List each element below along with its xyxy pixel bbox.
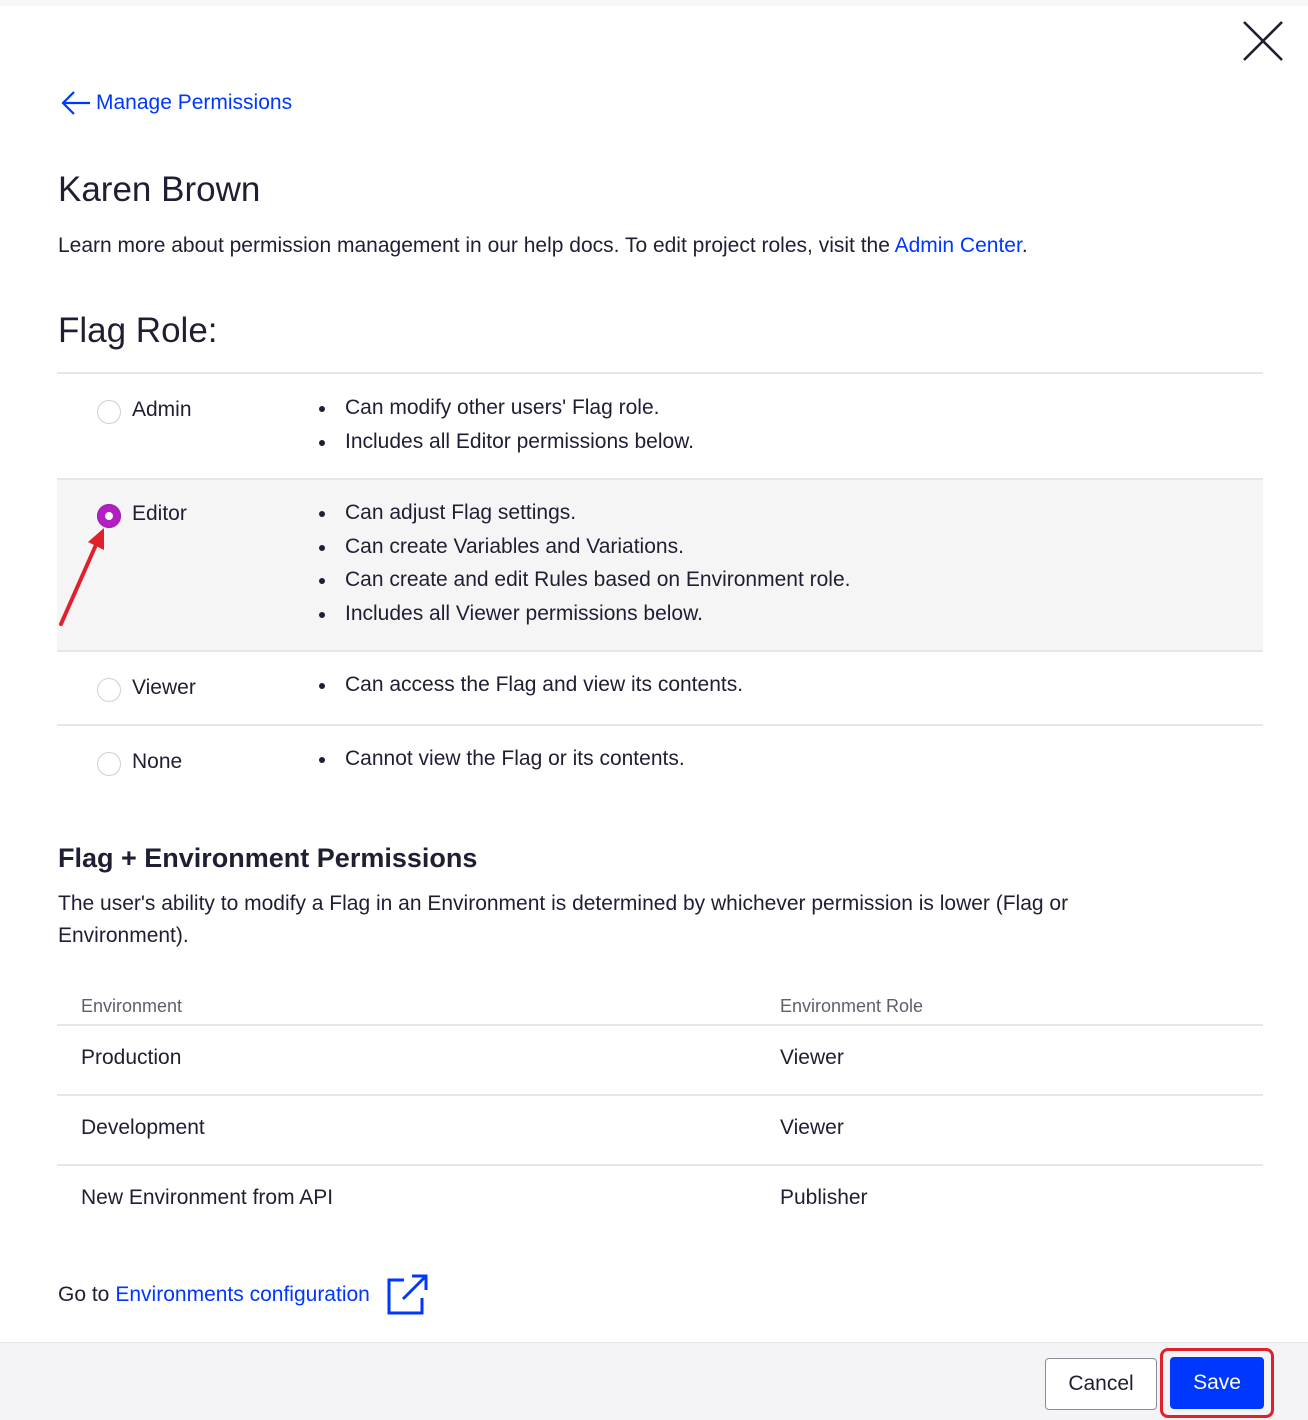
radio-none[interactable] <box>97 752 121 776</box>
role-row-viewer[interactable] <box>57 652 1263 726</box>
role-row-admin[interactable] <box>57 374 1263 480</box>
cancel-button[interactable]: Cancel <box>1045 1358 1157 1410</box>
bullet-item: Includes all Viewer permissions below. <box>317 597 850 631</box>
goto-prefix: Go to <box>58 1283 110 1306</box>
environment-role: Viewer <box>780 1116 844 1139</box>
role-label-editor[interactable]: Editor <box>132 502 187 525</box>
external-link-button[interactable] <box>384 1272 430 1318</box>
intro-body: Learn more about permission management in our help docs. To edit project roles, visit the <box>58 234 895 257</box>
role-label-none[interactable]: None <box>132 750 183 773</box>
environment-role: Publisher <box>780 1186 868 1209</box>
bullet-item: Can access the Flag and view its contents. <box>317 668 743 702</box>
save-button[interactable]: Save <box>1170 1357 1264 1409</box>
back-link-label: Manage Permissions <box>96 91 293 114</box>
environment-name: Development <box>81 1116 205 1139</box>
role-label-admin[interactable]: Admin <box>132 398 192 421</box>
external-link-icon <box>384 1272 430 1318</box>
environments-config-link[interactable]: Environments configuration <box>115 1283 370 1306</box>
radio-admin[interactable] <box>97 400 121 424</box>
environments-config-line <box>58 1272 430 1318</box>
role-row-editor[interactable] <box>57 480 1263 652</box>
intro-suffix: . <box>1021 234 1028 257</box>
save-highlight-box <box>1160 1348 1274 1418</box>
radio-viewer[interactable] <box>97 678 121 702</box>
table-row <box>57 1166 1263 1236</box>
column-header-role: Environment Role <box>780 996 924 1016</box>
table-header <box>57 990 1263 1026</box>
close-icon <box>1238 16 1288 66</box>
environment-table <box>57 990 1263 1236</box>
top-strip <box>0 0 1308 6</box>
table-row <box>57 1026 1263 1096</box>
role-bullets-editor <box>317 496 850 630</box>
close-button[interactable] <box>1238 16 1288 66</box>
column-header-environment: Environment <box>81 996 183 1016</box>
role-bullets-admin <box>317 391 694 458</box>
bullet-item: Cannot view the Flag or its contents. <box>317 742 685 776</box>
dialog-footer <box>0 1342 1308 1420</box>
environment-name: New Environment from API <box>81 1186 334 1209</box>
page-title: Karen Brown <box>58 170 261 209</box>
role-label-viewer[interactable]: Viewer <box>132 676 196 699</box>
bullet-item: Can create Variables and Variations. <box>317 530 850 564</box>
table-row <box>57 1096 1263 1166</box>
arrow-left-icon <box>60 88 92 118</box>
bullet-item: Can modify other users' Flag role. <box>317 391 694 425</box>
environment-role: Viewer <box>780 1046 844 1069</box>
env-permissions-title: Flag + Environment Permissions <box>58 843 478 873</box>
bullet-item: Includes all Editor permissions below. <box>317 425 694 459</box>
bullet-item: Can adjust Flag settings. <box>317 496 850 530</box>
role-bullets-none <box>317 742 685 776</box>
intro-text <box>58 234 1028 258</box>
role-bullets-viewer <box>317 668 743 702</box>
bullet-item: Can create and edit Rules based on Environment role. <box>317 563 850 597</box>
back-link[interactable] <box>60 88 292 118</box>
environment-name: Production <box>81 1046 182 1069</box>
flag-role-list <box>57 372 1263 800</box>
radio-editor[interactable] <box>97 504 121 528</box>
env-permissions-description: The user's ability to modify a Flag in an Environment is determined by whichever permission is lower (Flag or Environment). <box>58 892 1069 947</box>
admin-center-link[interactable]: Admin Center <box>894 234 1022 257</box>
flag-role-title: Flag Role: <box>58 311 218 350</box>
role-row-none[interactable] <box>57 726 1263 800</box>
